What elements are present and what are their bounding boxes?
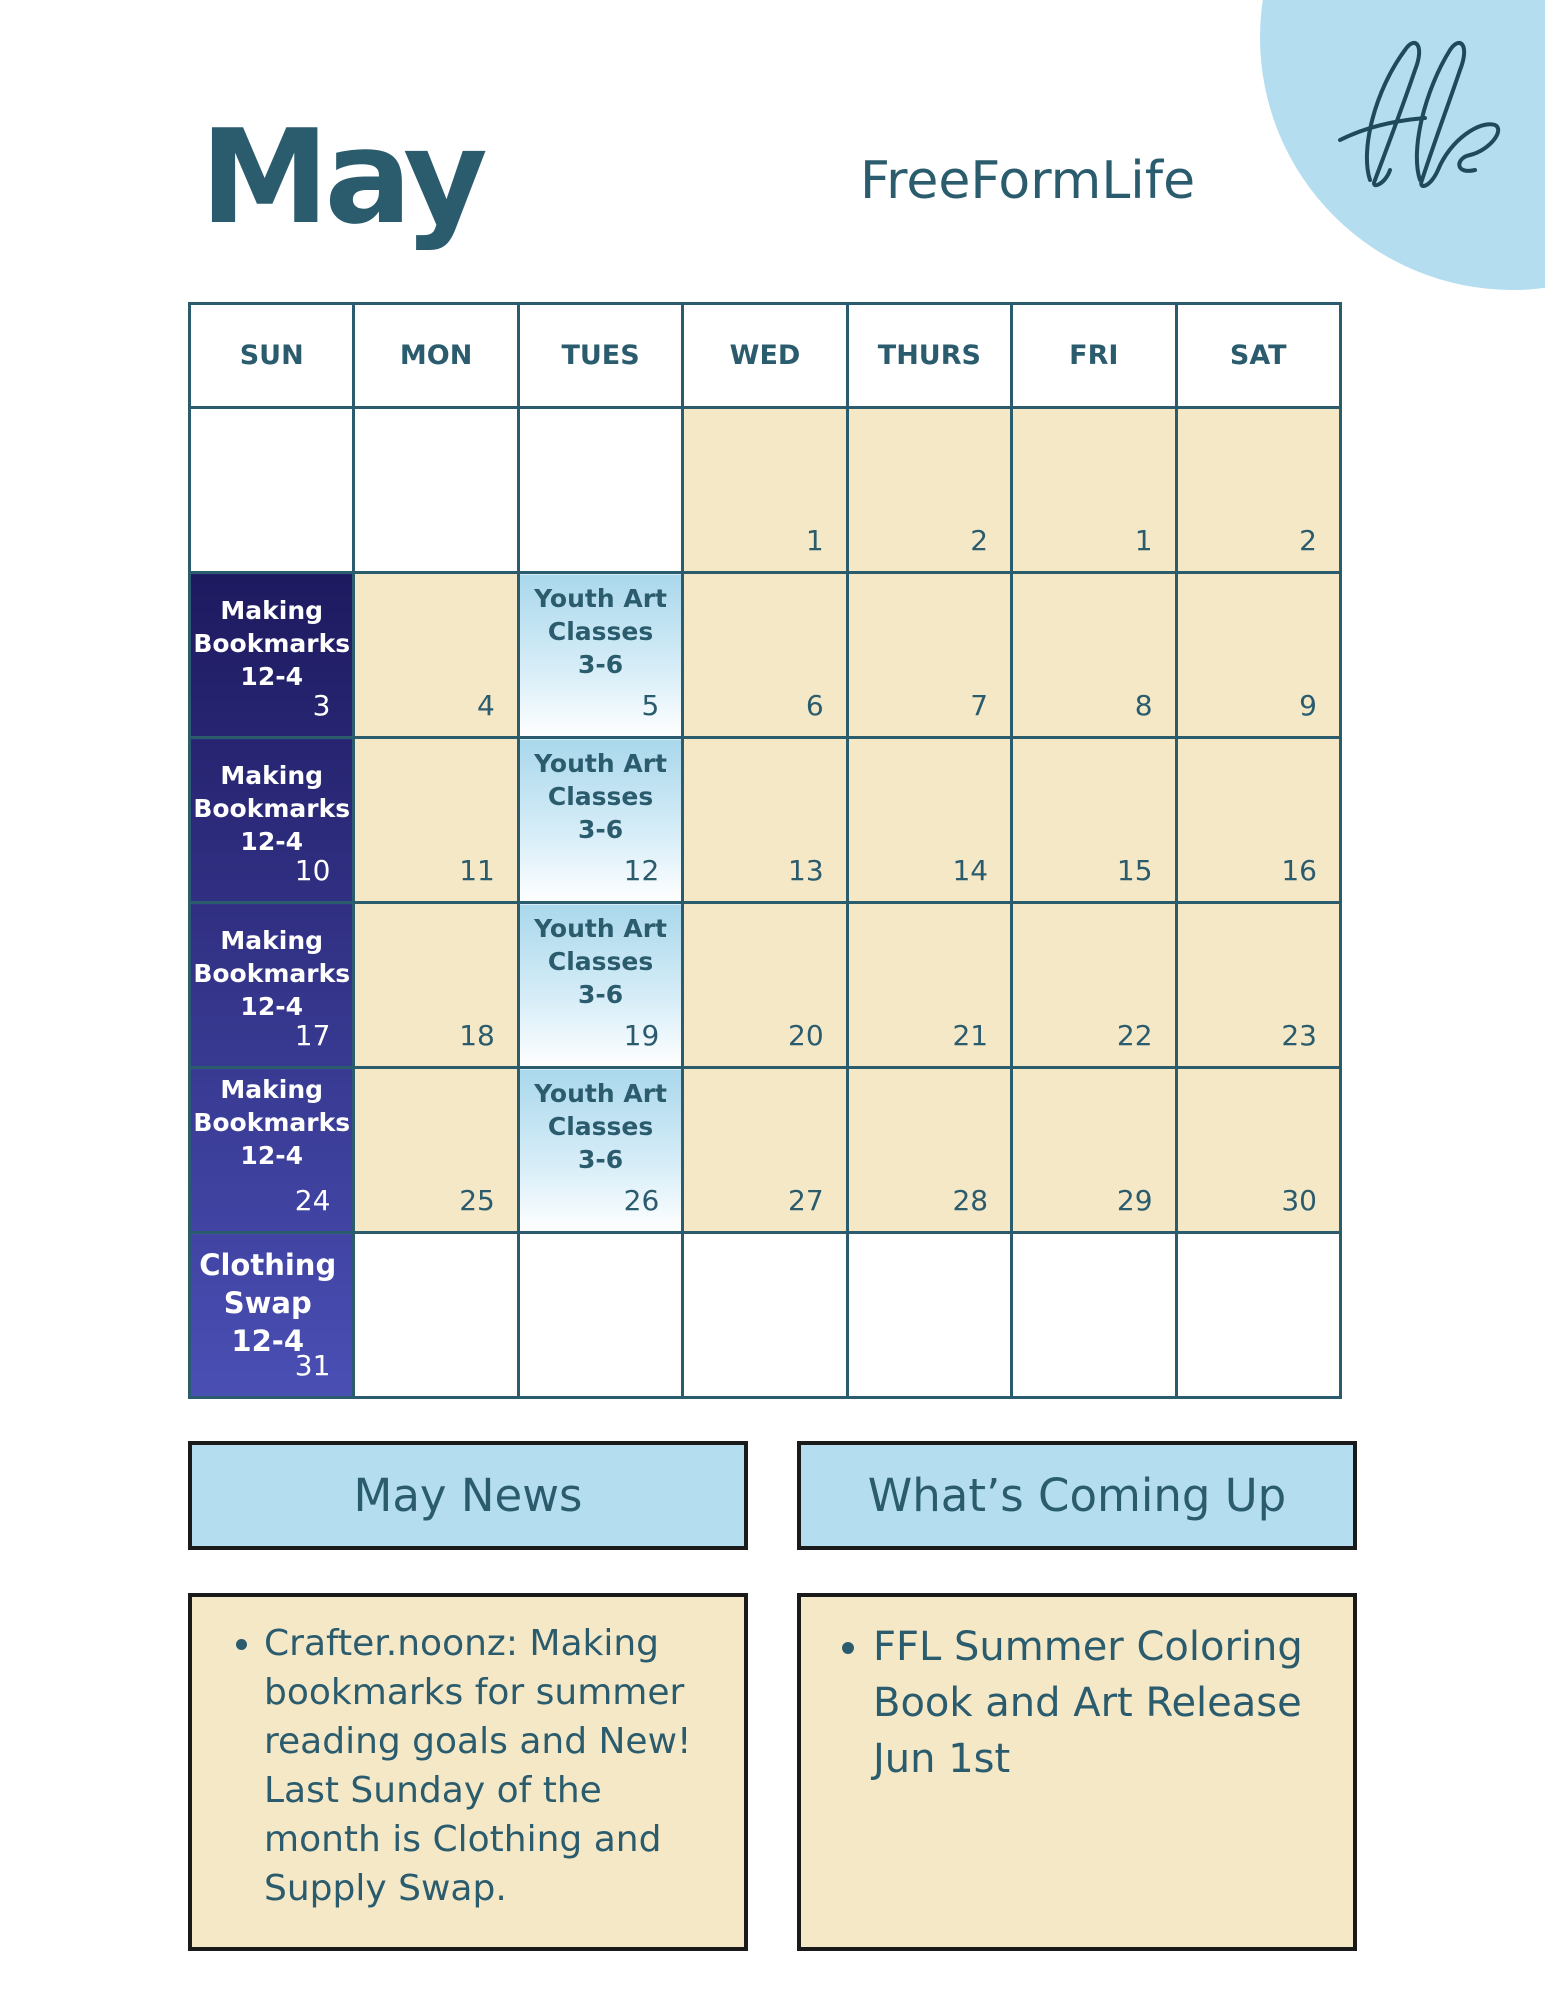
calendar-cell [683, 738, 847, 903]
news-item: • Crafter.noonz: Making bookmarks for summer reading goals and New! Last Sunday of the month is Clothing and Supply Swap. [264, 1619, 720, 1913]
day-number: 1 [805, 524, 824, 557]
event-line: Classes [547, 782, 654, 811]
event-youth-art [520, 747, 681, 846]
calendar-cell [1012, 1068, 1176, 1233]
calendar-cell [1012, 573, 1176, 738]
calendar-cell-event [190, 1068, 354, 1233]
calendar-cell [518, 408, 682, 573]
calendar-week [190, 903, 1341, 1068]
event-bookmarks [191, 1073, 352, 1172]
day-number: 31 [294, 1349, 331, 1382]
calendar-cell [1176, 738, 1340, 903]
calendar-week [190, 1068, 1341, 1233]
day-number: 1 [1134, 524, 1153, 557]
day-number: 15 [1116, 854, 1153, 887]
day-number: 3 [312, 689, 331, 722]
calendar-grid [188, 302, 1342, 1399]
brand-name: FreeFormLife [860, 151, 1196, 211]
day-number: 28 [952, 1184, 989, 1217]
day-number: 13 [788, 854, 824, 887]
day-header-fri: FRI [1012, 304, 1176, 408]
calendar-body [190, 408, 1341, 1398]
calendar-cell [354, 1233, 518, 1398]
event-bookmarks [191, 594, 352, 693]
event-bookmarks [191, 924, 352, 1023]
calendar-cell [683, 573, 847, 738]
coming-up-header [797, 1441, 1357, 1550]
day-number: 10 [294, 854, 331, 887]
calendar-cell-event [190, 903, 354, 1068]
news-title: May News [353, 1469, 583, 1522]
day-number: 12 [623, 854, 660, 887]
calendar-cell [1012, 408, 1176, 573]
event-line: Bookmarks [193, 1108, 351, 1137]
day-number: 22 [1116, 1019, 1153, 1052]
event-line: Bookmarks [193, 794, 351, 823]
day-number: 19 [623, 1019, 660, 1052]
event-line: Making [220, 1075, 324, 1104]
calendar-cell [847, 738, 1011, 903]
calendar-week [190, 738, 1341, 903]
calendar-cell [1176, 903, 1340, 1068]
event-line: Swap [223, 1286, 312, 1320]
signature-logo-icon [1330, 30, 1510, 210]
calendar-cell [847, 408, 1011, 573]
calendar-cell [1012, 1233, 1176, 1398]
day-number: 29 [1116, 1184, 1153, 1217]
day-number: 30 [1281, 1184, 1317, 1217]
coming-up-list [801, 1597, 1353, 1787]
calendar-cell [847, 1068, 1011, 1233]
calendar-cell [354, 573, 518, 738]
day-number: 20 [788, 1019, 824, 1052]
event-line: Classes [547, 1112, 654, 1141]
calendar-cell [683, 1068, 847, 1233]
calendar-cell [1176, 573, 1340, 738]
event-line: Youth Art [534, 584, 667, 613]
day-number: 6 [805, 689, 824, 722]
event-clothing-swap [183, 1246, 352, 1360]
day-number: 2 [1299, 524, 1317, 557]
calendar-cell [354, 1068, 518, 1233]
calendar-cell [1012, 738, 1176, 903]
event-line: Youth Art [534, 914, 667, 943]
day-number: 18 [459, 1019, 495, 1052]
day-number: 24 [294, 1184, 331, 1217]
event-youth-art [520, 912, 681, 1011]
day-number: 21 [952, 1019, 989, 1052]
day-number: 17 [294, 1019, 331, 1052]
event-line: Making [220, 761, 324, 790]
calendar-cell [190, 408, 354, 573]
calendar-cell [847, 573, 1011, 738]
day-number: 2 [970, 524, 989, 557]
calendar-cell-event [190, 1233, 354, 1398]
calendar-cell-event [518, 573, 682, 738]
news-header [188, 1441, 748, 1550]
event-line: Youth Art [534, 749, 667, 778]
calendar-cell [683, 408, 847, 573]
news-list [192, 1597, 744, 1913]
event-time: 12-4 [240, 1141, 303, 1170]
calendar-cell [1012, 903, 1176, 1068]
calendar-cell [683, 1233, 847, 1398]
event-line: Classes [547, 617, 654, 646]
day-number: 4 [477, 689, 495, 722]
day-header-mon: MON [354, 304, 518, 408]
calendar-cell [847, 1233, 1011, 1398]
event-time: 3-6 [577, 980, 624, 1009]
calendar-cell-event [518, 738, 682, 903]
day-header-wed: WED [683, 304, 847, 408]
calendar-cell [1176, 408, 1340, 573]
event-time: 3-6 [577, 815, 624, 844]
calendar-cell-event [190, 573, 354, 738]
coming-up-body [797, 1593, 1357, 1951]
calendar-cell [683, 903, 847, 1068]
calendar-cell [1176, 1068, 1340, 1233]
calendar-cell [518, 1233, 682, 1398]
event-line: Making [220, 926, 324, 955]
calendar-cell [354, 408, 518, 573]
event-time: 12-4 [240, 992, 303, 1021]
day-number: 5 [641, 689, 660, 722]
calendar-week [190, 1233, 1341, 1398]
day-number: 14 [952, 854, 989, 887]
calendar-week [190, 573, 1341, 738]
event-youth-art [520, 582, 681, 681]
calendar-cell-event [518, 1068, 682, 1233]
day-header-thurs: THURS [847, 304, 1011, 408]
calendar-cell [847, 903, 1011, 1068]
event-bookmarks [191, 759, 352, 858]
event-youth-art [520, 1077, 681, 1176]
event-line: Classes [547, 947, 654, 976]
day-number: 26 [623, 1184, 660, 1217]
day-number: 7 [970, 689, 989, 722]
day-number: 8 [1134, 689, 1153, 722]
day-header-sat: SAT [1176, 304, 1340, 408]
month-title: May [200, 101, 483, 253]
day-number: 27 [788, 1184, 824, 1217]
day-header-tues: TUES [518, 304, 682, 408]
event-time: 12-4 [240, 662, 303, 691]
coming-up-title: What’s Coming Up [867, 1469, 1287, 1522]
day-number: 9 [1299, 689, 1317, 722]
event-time: 12-4 [240, 827, 303, 856]
event-line: Bookmarks [193, 629, 351, 658]
calendar-cell [1176, 1233, 1340, 1398]
calendar-cell-event [190, 738, 354, 903]
news-body [188, 1593, 748, 1951]
event-time: 3-6 [577, 1145, 624, 1174]
day-number: 23 [1281, 1019, 1317, 1052]
event-line: Bookmarks [193, 959, 351, 988]
calendar-cell [354, 738, 518, 903]
calendar-cell-event [518, 903, 682, 1068]
day-number: 11 [459, 854, 495, 887]
event-time: 12-4 [231, 1324, 304, 1358]
day-number: 25 [459, 1184, 495, 1217]
day-header-sun: SUN [190, 304, 354, 408]
event-line: Youth Art [534, 1079, 667, 1108]
event-line: Clothing [199, 1248, 337, 1282]
calendar-cell [354, 903, 518, 1068]
calendar-week [190, 408, 1341, 573]
coming-up-item: • FFL Summer Coloring Book and Art Release Jun 1st [873, 1619, 1329, 1787]
day-number: 16 [1281, 854, 1317, 887]
event-time: 3-6 [577, 650, 624, 679]
event-line: Making [220, 596, 324, 625]
